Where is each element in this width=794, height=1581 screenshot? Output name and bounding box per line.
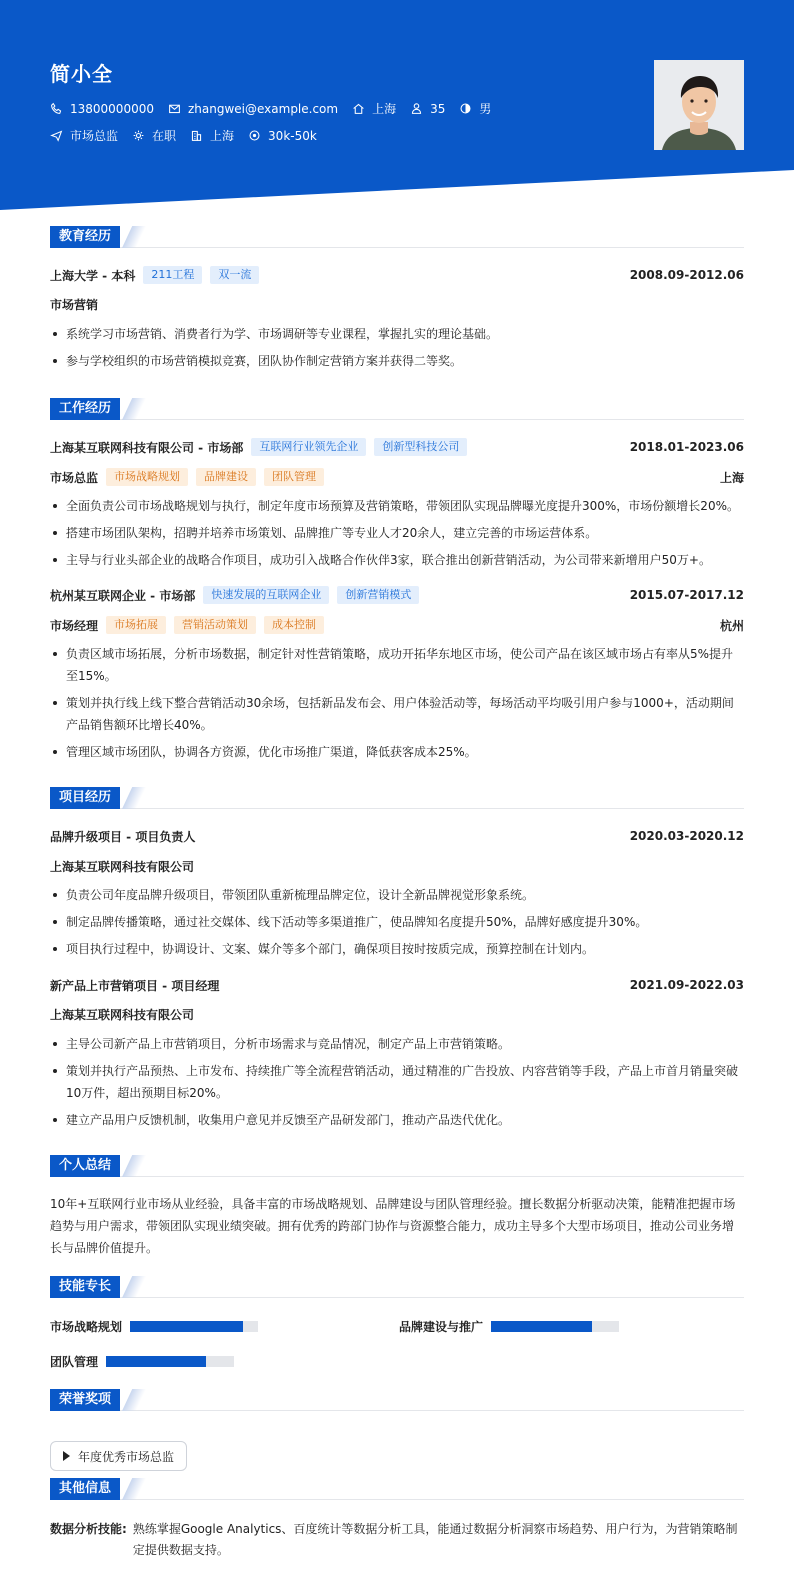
company-tag: 创新营销模式 [337, 586, 419, 604]
section-skills-title: 技能专长 [50, 1276, 120, 1298]
company-name: 杭州某互联网企业 - 市场部 [50, 588, 196, 603]
target-city-text: 上海 [210, 129, 235, 143]
candidate-name: 简小全 [50, 62, 113, 86]
section-skills [50, 1276, 744, 1298]
skill-bar [106, 1356, 234, 1367]
section-tail-decoration [122, 787, 146, 809]
list-item: 参与学校组织的市场营销模拟竞赛，团队协作制定营销方案并获得二等奖。 [50, 350, 744, 372]
job-role: 市场经理 [50, 618, 99, 633]
skill-bar-fill [130, 1321, 243, 1332]
email-item [168, 102, 338, 116]
skill-bar-fill [491, 1321, 592, 1332]
section-education-title: 教育经历 [50, 226, 120, 248]
user-icon [410, 102, 423, 115]
skill-name: 市场战略规划 [50, 1320, 123, 1334]
list-item: 项目执行过程中，协调设计、文案、媒介等多个部门，确保项目按时按质完成，预算控制在计划内。 [50, 938, 744, 960]
other-info-label: 数据分析技能: [50, 1522, 127, 1536]
phone-item [50, 102, 154, 116]
list-item: 全面负责公司市场战略规划与执行，制定年度市场预算及营销策略，带领团队实现品牌曝光度提升300%，市场份额增长20%。 [50, 495, 744, 517]
phone-icon [50, 102, 63, 115]
skill-name: 品牌建设与推广 [399, 1320, 484, 1334]
section-summary-title: 个人总结 [50, 1155, 120, 1177]
gender-item [459, 100, 491, 117]
section-tail-decoration [122, 1389, 146, 1411]
education-header [50, 265, 744, 285]
list-item: 制定品牌传播策略，通过社交媒体、线下活动等多渠道推广，使品牌知名度提升50%，品牌好感度提升30%。 [50, 911, 744, 933]
skill-tag: 营销活动策划 [174, 616, 256, 634]
skill-name: 团队管理 [50, 1355, 99, 1369]
section-tail-decoration [122, 1478, 146, 1500]
school-name: 上海大学 - 本科 [50, 268, 136, 283]
resume-header [0, 0, 794, 210]
section-awards-title: 荣誉奖项 [50, 1389, 120, 1411]
work-city: 杭州 [719, 618, 744, 633]
project-header [50, 975, 744, 995]
skill-bar-fill [106, 1356, 206, 1367]
summary-text: 10年+互联网行业市场从业经验，具备丰富的市场战略规划、品牌建设与团队管理经验。擅长数据分析驱动决策，能精准把握市场趋势与用户需求，带领团队实现业绩突破。拥有优秀的跨部门协作与资源整合能力，成功主导多个大型市场项目，推动公司业务增长与品牌价值提升。 [50, 1197, 736, 1255]
email-text: zhangwei@example.com [187, 101, 339, 116]
send-icon [50, 129, 63, 142]
phone-text: 13800000000 [70, 101, 154, 116]
section-tail-decoration [122, 226, 146, 248]
skill-item [399, 1318, 619, 1335]
project-bullets [50, 1033, 744, 1136]
skill-item [50, 1353, 234, 1370]
section-other-title: 其他信息 [50, 1478, 120, 1500]
other-info-text: 熟练掌握Google Analytics、百度统计等数据分析工具，能通过数据分析洞察市场趋势、用户行为，为营销策略制定提供数据支持。 [132, 1522, 738, 1557]
work-city: 上海 [719, 470, 744, 485]
company-tag: 快速发展的互联网企业 [203, 586, 329, 604]
school-tag: 双一流 [210, 266, 259, 284]
list-item: 建立产品用户反馈机制，收集用户意见并反馈至产品研发部门，推动产品迭代优化。 [50, 1109, 744, 1131]
section-work-title: 工作经历 [50, 398, 120, 420]
section-projects [50, 787, 744, 809]
list-item: 管理区域市场团队，协调各方资源，优化市场推广渠道，降低获客成本25%。 [50, 741, 744, 763]
job-intent-row [50, 127, 331, 144]
mail-icon [168, 102, 181, 115]
work-header [50, 585, 744, 605]
profile-photo [654, 60, 744, 150]
job-role: 市场总监 [50, 470, 99, 485]
award-name: 年度优秀市场总监 [78, 1449, 175, 1464]
work-role-row [50, 467, 744, 487]
section-tail-decoration [122, 1276, 146, 1298]
school-tag: 211工程 [143, 266, 202, 284]
age-text: 35 [430, 101, 446, 116]
skill-tag: 市场战略规划 [106, 468, 188, 486]
gender-icon [459, 102, 472, 115]
section-education [50, 226, 744, 248]
project-bullets [50, 884, 744, 965]
triangle-right-icon [63, 1451, 70, 1461]
contact-row [50, 100, 505, 117]
section-projects-title: 项目经历 [50, 787, 120, 809]
project-date: 2021.09-2022.03 [629, 978, 744, 992]
salary-text: 30k-50k [268, 128, 317, 143]
position-text: 市场总监 [70, 129, 119, 143]
work-bullets [50, 643, 744, 768]
section-tail-decoration [122, 1155, 146, 1177]
gender-text: 男 [479, 102, 492, 116]
skill-item [50, 1318, 258, 1335]
project-date: 2020.03-2020.12 [629, 829, 744, 843]
list-item: 搭建市场团队架构，招聘并培养市场策划、品牌推广等专业人才20余人，建立完善的市场运营体系。 [50, 522, 744, 544]
other-info-item [50, 1519, 744, 1561]
city-item [352, 100, 396, 117]
section-tail-decoration [122, 398, 146, 420]
section-summary [50, 1155, 744, 1177]
project-header [50, 826, 744, 846]
list-item: 负责公司年度品牌升级项目，带领团队重新梳理品牌定位，设计全新品牌视觉形象系统。 [50, 884, 744, 906]
skill-tag: 品牌建设 [196, 468, 256, 486]
position-item [50, 127, 118, 144]
education-major: 市场营销 [50, 298, 99, 312]
work-role-row [50, 615, 744, 635]
section-work [50, 398, 744, 420]
project-company: 上海某互联网科技有限公司 [50, 860, 195, 874]
list-item: 策划并执行线上线下整合营销活动30余场，包括新品发布会、用户体验活动等，每场活动平均吸引用户参与1000+，活动期间产品销售额环比增长40%。 [50, 692, 744, 736]
coin-icon [248, 129, 261, 142]
work-bullets [50, 495, 744, 576]
age-item [410, 102, 445, 116]
work-date: 2015.07-2017.12 [629, 588, 744, 602]
company-tag: 互联网行业领先企业 [251, 438, 366, 456]
award-item [50, 1441, 187, 1471]
list-item: 策划并执行产品预热、上市发布、持续推广等全流程营销活动，通过精准的广告投放、内容营销等手段，产品上市首月销量突破10万件，超出预期目标20%。 [50, 1060, 744, 1104]
section-awards [50, 1389, 744, 1411]
target-city-item [190, 127, 234, 144]
education-date: 2008.09-2012.06 [629, 268, 744, 282]
work-date: 2018.01-2023.06 [629, 440, 744, 454]
education-bullets [50, 323, 744, 377]
project-company: 上海某互联网科技有限公司 [50, 1008, 195, 1022]
status-item [132, 127, 176, 144]
building-icon [190, 129, 203, 142]
skill-tag: 成本控制 [264, 616, 324, 634]
home-icon [352, 102, 365, 115]
status-text: 在职 [152, 129, 177, 143]
company-name: 上海某互联网科技有限公司 - 市场部 [50, 440, 244, 455]
company-tag: 创新型科技公司 [374, 438, 467, 456]
gear-icon [132, 129, 145, 142]
skill-tag: 团队管理 [264, 468, 324, 486]
skill-bar [491, 1321, 619, 1332]
skill-tag: 市场拓展 [106, 616, 166, 634]
list-item: 系统学习市场营销、消费者行为学、市场调研等专业课程，掌握扎实的理论基础。 [50, 323, 744, 345]
list-item: 主导与行业头部企业的战略合作项目，成功引入战略合作伙伴3家，联合推出创新营销活动，为公司带来新增用户50万+。 [50, 549, 744, 571]
section-other [50, 1478, 744, 1500]
project-title: 品牌升级项目 - 项目负责人 [50, 829, 196, 844]
skill-bar [130, 1321, 258, 1332]
list-item: 主导公司新产品上市营销项目，分析市场需求与竞品情况，制定产品上市营销策略。 [50, 1033, 744, 1055]
salary-item [248, 129, 317, 143]
list-item: 负责区域市场拓展，分析市场数据，制定针对性营销策略，成功开拓华东地区市场，使公司产品在该区域市场占有率从5%提升至15%。 [50, 643, 744, 687]
work-header [50, 437, 744, 457]
city-text: 上海 [372, 102, 397, 116]
project-title: 新产品上市营销项目 - 项目经理 [50, 978, 220, 993]
